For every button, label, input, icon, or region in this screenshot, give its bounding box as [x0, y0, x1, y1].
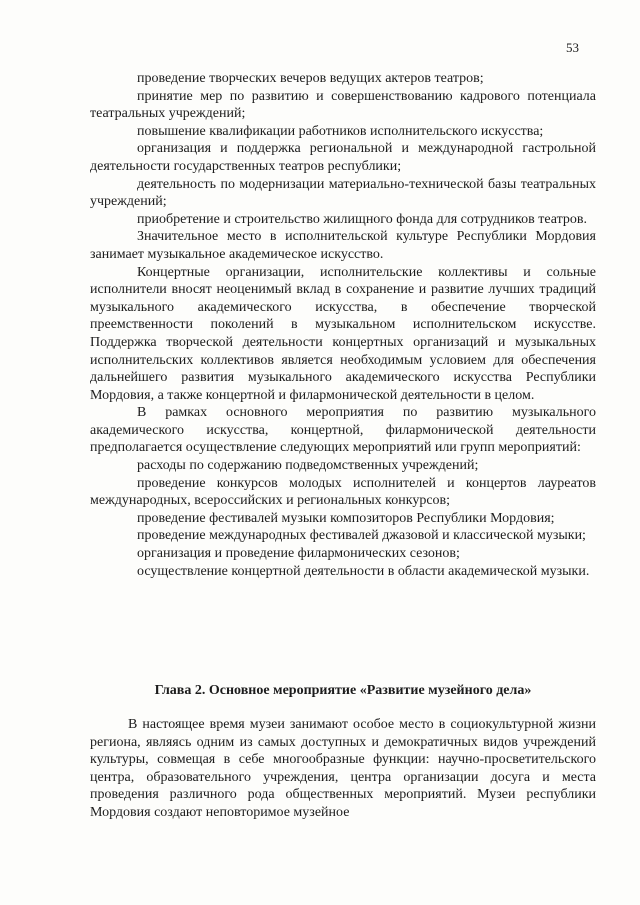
paragraph: деятельность по модернизации материально-технической базы театральных учреждений; — [90, 176, 596, 210]
paragraph: проведение международных фестивалей джазовой и классической музыки; — [137, 528, 586, 544]
body-text — [90, 70, 596, 580]
paragraph: проведение фестивалей музыки композиторов Республики Мордовия; — [137, 510, 555, 526]
page-number: 53 — [566, 40, 579, 55]
chapter-heading: Глава 2. Основное мероприятие «Развитие музейного дела» — [154, 683, 532, 698]
paragraph: организация и проведение филармонических сезонов; — [137, 546, 460, 562]
paragraph: В рамках основного мероприятия по развитию музыкального академического искусства, концертной, филармонической деятельности предполагается осуществление следующих мероприятий или групп мероприятий: — [90, 405, 596, 456]
paragraph: расходы по содержанию подведомственных учреждений; — [137, 458, 479, 474]
section-body — [90, 716, 596, 822]
paragraph: Значительное место в исполнительской культуре Республики Мордовия занимает музыкальное академическое искусство. — [90, 229, 596, 262]
paragraph: повышение квалификации работников исполнительского искусства; — [137, 123, 544, 139]
paragraph: организация и поддержка региональной и международной гастрольной деятельности государственных театров республики; — [90, 141, 596, 174]
paragraph: Концертные организации, исполнительские коллективы и сольные исполнители вносят неоценимый вклад в сохранение и развитие лучших традиций музыкального академического искусства, в обеспечение творческой преемственности поколений в музыкальном исполнительском искусстве. Поддержка творческой деятельности концертных организаций и музыкальных исполнительских коллективов является необходимым условием для обеспечения дальнейшего развития музыкального академического искусства Республики Мордовия, а также концертной и филармонической деятельности в целом. — [90, 264, 596, 403]
paragraph: В настоящее время музеи занимают особое место в социокультурной жизни региона, являясь одним из самых доступных и демократичных видов учреждений культуры, совмещая в себе многообразные функции: научно-просветительского центра, образовательного учреждения, центра организации досуга и места проведения различного рода общественных мероприятий. Музеи республики Мордовия создают неповторимое музейное — [90, 717, 596, 820]
paragraph: проведение творческих вечеров ведущих актеров театров; — [137, 71, 484, 86]
paragraph: проведение конкурсов молодых исполнителей и концертов лауреатов международных, всероссийских и региональных конкурсов; — [90, 475, 596, 509]
paragraph: приобретение и строительство жилищного фонда для сотрудников театров. — [137, 211, 587, 227]
paragraph: осуществление концертной деятельности в области академической музыки. — [137, 563, 590, 579]
paragraph: принятие мер по развитию и совершенствованию кадрового потенциала театральных учреждений; — [90, 88, 596, 122]
